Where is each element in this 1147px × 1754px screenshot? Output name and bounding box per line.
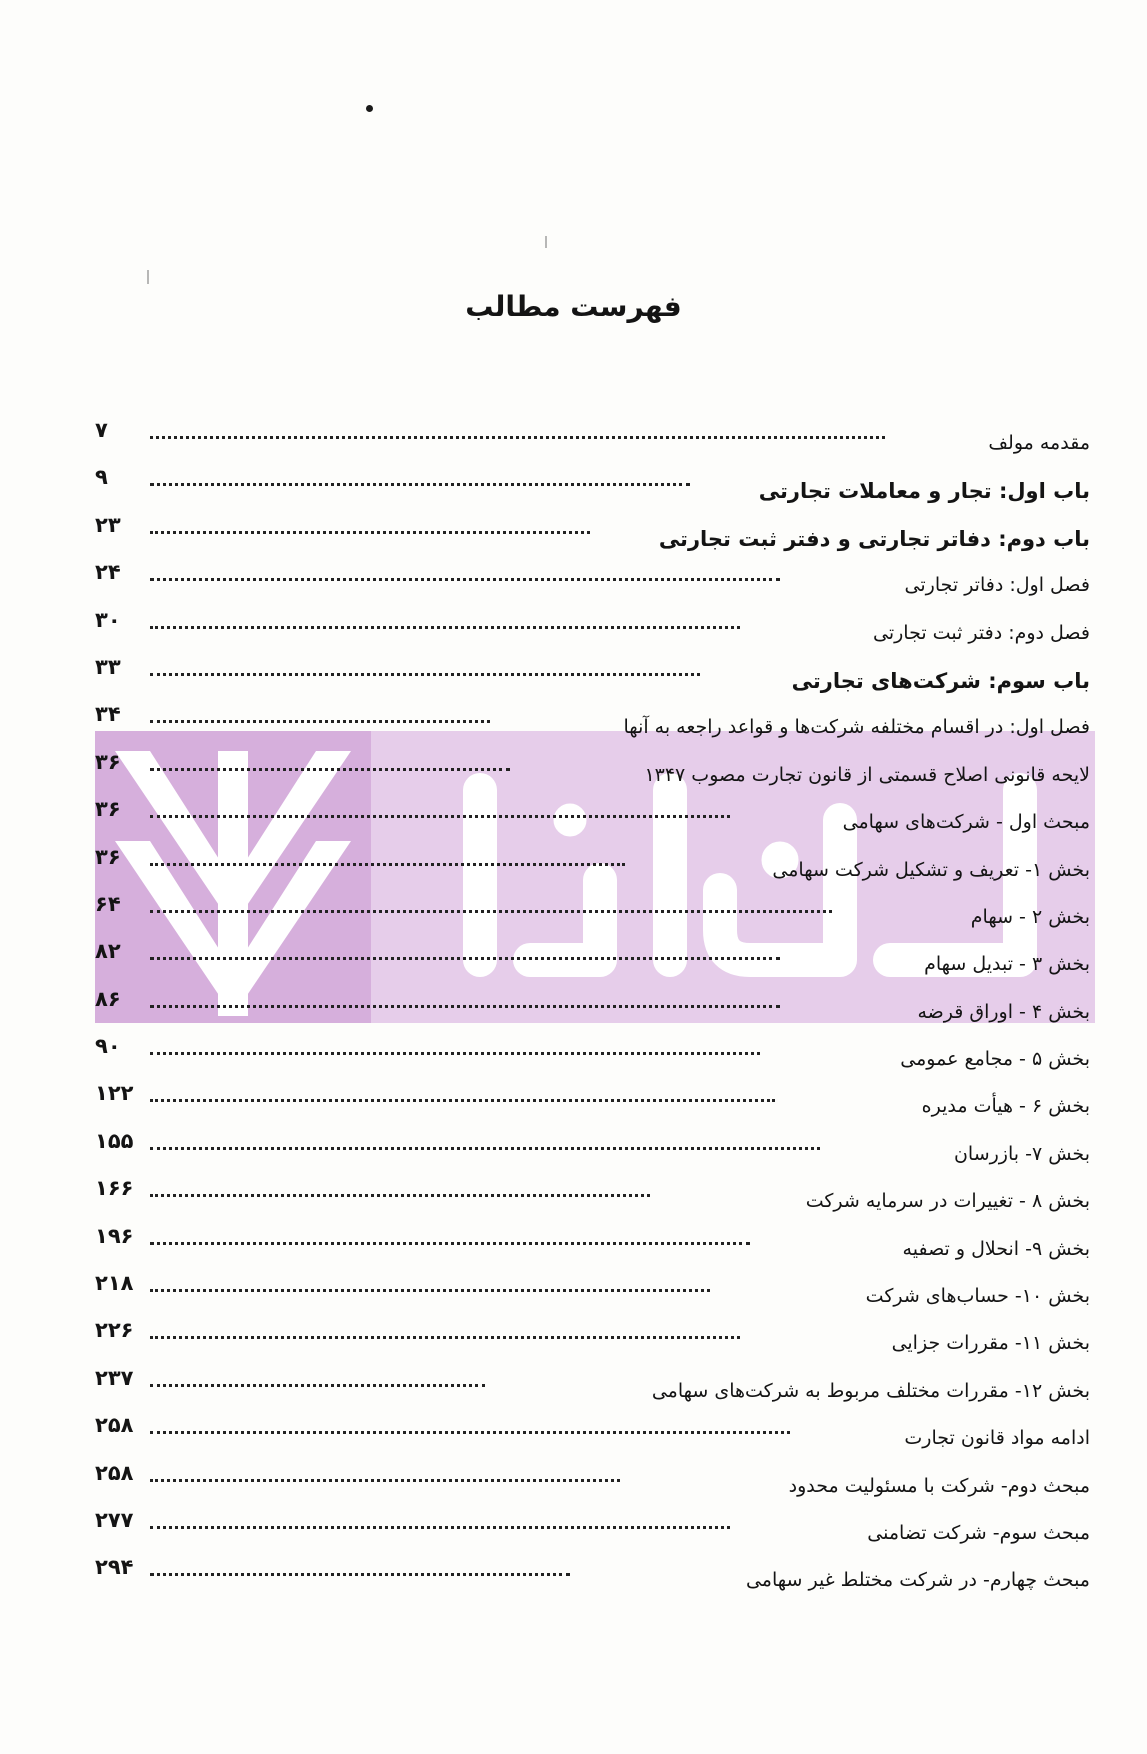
toc-page-number: ۳۶ bbox=[95, 797, 121, 822]
page-speck bbox=[545, 236, 547, 248]
toc-entry bbox=[95, 702, 1090, 749]
toc-entry bbox=[95, 939, 1090, 986]
toc-page-number: ۳۳ bbox=[95, 654, 121, 679]
toc-entry bbox=[95, 797, 1090, 844]
toc-page-number: ۱۲۲ bbox=[95, 1081, 134, 1106]
toc-page-number: ۲۳۷ bbox=[95, 1365, 134, 1390]
toc-page-number: ۸۶ bbox=[95, 986, 121, 1011]
toc-page-number: ۲۹۴ bbox=[95, 1555, 134, 1580]
toc-dot-leader bbox=[150, 1038, 760, 1055]
toc-dot-leader bbox=[150, 1322, 740, 1339]
toc-entry-title: بخش ۱۰- حساب‌های شرکت bbox=[865, 1285, 1090, 1308]
toc-dot-leader bbox=[150, 1275, 710, 1292]
toc-entry bbox=[95, 560, 1090, 607]
toc-entry bbox=[95, 1318, 1090, 1365]
toc-page-number: ۲۷۷ bbox=[95, 1507, 134, 1532]
toc-entry-title: ادامه مواد قانون تجارت bbox=[904, 1427, 1090, 1450]
toc-entry-title: بخش ۸ - تغییرات در سرمایه شرکت bbox=[805, 1190, 1090, 1213]
toc-page-number: ۲۱۸ bbox=[95, 1271, 134, 1296]
toc-dot-leader bbox=[150, 1559, 570, 1576]
toc-entry-title: بخش ۴ - اوراق قرضه bbox=[917, 1000, 1090, 1023]
toc-entry bbox=[95, 1508, 1090, 1555]
toc-entry-title: بخش ۱- تعریف و تشکیل شرکت سهامی bbox=[772, 858, 1090, 881]
toc-dot-leader bbox=[150, 754, 510, 771]
toc-dot-leader bbox=[150, 1133, 820, 1150]
toc-entry bbox=[95, 608, 1090, 655]
toc-entry-title: لایحه قانونی اصلاح قسمتی از قانون تجارت مصوب ۱۳۴۷ bbox=[644, 763, 1090, 786]
toc-entry bbox=[95, 750, 1090, 797]
toc-dot-leader bbox=[150, 1228, 750, 1245]
toc-dot-leader bbox=[150, 422, 885, 439]
toc-entry-title: فصل دوم: دفتر ثبت تجارتی bbox=[873, 621, 1090, 644]
toc-dot-leader bbox=[150, 943, 780, 960]
toc-entry bbox=[95, 1176, 1090, 1223]
toc-page-number: ۳۴ bbox=[95, 702, 121, 727]
toc-page-number: ۸۲ bbox=[95, 939, 121, 964]
toc-entry bbox=[95, 1034, 1090, 1081]
toc-page-number: ۲۳ bbox=[95, 512, 121, 537]
toc-page-number: ۳۶ bbox=[95, 749, 121, 774]
toc-dot-leader bbox=[150, 849, 625, 866]
toc-dot-leader bbox=[150, 1180, 650, 1197]
toc-entry bbox=[95, 513, 1090, 560]
toc-dot-leader bbox=[150, 564, 780, 581]
toc-page-number: ۲۵۸ bbox=[95, 1413, 134, 1438]
toc-entry bbox=[95, 418, 1090, 465]
toc-page-number: ۹۰ bbox=[95, 1034, 121, 1059]
toc-entry-title: بخش ۶ - هیأت مدیره bbox=[921, 1095, 1090, 1118]
toc-entry bbox=[95, 1271, 1090, 1318]
toc-entry-title: باب دوم: دفاتر تجارتی و دفتر ثبت تجارتی bbox=[658, 526, 1090, 551]
toc-entry bbox=[95, 1081, 1090, 1128]
toc-entry bbox=[95, 1366, 1090, 1413]
toc-page-number: ۲۵۸ bbox=[95, 1460, 134, 1485]
toc-dot-leader bbox=[150, 517, 590, 534]
page-speck bbox=[147, 270, 149, 284]
table-of-contents bbox=[95, 418, 1090, 1603]
toc-dot-leader bbox=[150, 1085, 775, 1102]
toc-entry-title: بخش ۳ - تبدیل سهام bbox=[924, 953, 1090, 976]
toc-entry-title: مقدمه مولف bbox=[988, 432, 1090, 454]
toc-entry-title: مبحث سوم- شرکت تضامنی bbox=[867, 1521, 1090, 1544]
toc-entry bbox=[95, 892, 1090, 939]
toc-page-number: ۱۵۵ bbox=[95, 1128, 134, 1153]
toc-entry bbox=[95, 845, 1090, 892]
page-title: فهرست مطالب bbox=[465, 290, 682, 323]
toc-dot-leader bbox=[150, 801, 730, 818]
toc-page-number: ۱۹۶ bbox=[95, 1223, 134, 1248]
toc-entry-title: بخش ۱۲- مقررات مختلف مربوط به شرکت‌های سهامی bbox=[651, 1379, 1090, 1402]
toc-entry bbox=[95, 655, 1090, 702]
toc-entry bbox=[95, 1129, 1090, 1176]
toc-page-number: ۱۶۶ bbox=[95, 1176, 134, 1201]
toc-page-number: ۳۰ bbox=[95, 607, 121, 632]
toc-entry-title: مبحث اول - شرکت‌های سهامی bbox=[842, 811, 1090, 834]
toc-entry-title: مبحث چهارم- در شرکت مختلط غیر سهامی bbox=[745, 1569, 1090, 1592]
toc-entry-title: فصل اول: در اقسام مختلفه شرکت‌ها و قواعد راجعه به آنها bbox=[623, 716, 1090, 739]
toc-entry bbox=[95, 1555, 1090, 1602]
toc-entry-title: بخش ۷- بازرسان bbox=[953, 1142, 1090, 1165]
toc-entry-title: بخش ۵ - مجامع عمومی bbox=[900, 1048, 1090, 1071]
toc-entry bbox=[95, 1224, 1090, 1271]
toc-entry bbox=[95, 465, 1090, 512]
toc-entry-title: بخش ۲ - سهام bbox=[970, 905, 1090, 928]
toc-page-number: ۲۲۶ bbox=[95, 1318, 134, 1343]
toc-dot-leader bbox=[150, 896, 832, 913]
toc-entry-title: باب سوم: شرکت‌های تجارتی bbox=[791, 668, 1090, 693]
toc-page-number: ۷ bbox=[95, 418, 108, 442]
toc-dot-leader bbox=[150, 1370, 485, 1387]
toc-entry-title: فصل اول: دفاتر تجارتی bbox=[904, 574, 1090, 597]
toc-dot-leader bbox=[150, 1512, 730, 1529]
toc-dot-leader bbox=[150, 659, 700, 676]
toc-dot-leader bbox=[150, 612, 740, 629]
toc-dot-leader bbox=[150, 991, 780, 1008]
ink-dot bbox=[366, 105, 373, 112]
toc-dot-leader bbox=[150, 1465, 620, 1482]
toc-entry-title: بخش ۱۱- مقررات جزایی bbox=[891, 1332, 1090, 1355]
toc-dot-leader bbox=[150, 706, 490, 723]
toc-entry bbox=[95, 1413, 1090, 1460]
toc-entry-title: بخش ۹- انحلال و تصفیه bbox=[902, 1237, 1090, 1260]
toc-entry bbox=[95, 987, 1090, 1034]
toc-dot-leader bbox=[150, 469, 690, 486]
toc-page-number: ۶۴ bbox=[95, 891, 121, 916]
toc-page-number: ۲۴ bbox=[95, 560, 121, 585]
toc-page-number: ۹ bbox=[95, 465, 108, 490]
toc-entry-title: مبحث دوم- شرکت با مسئولیت محدود bbox=[788, 1474, 1090, 1497]
toc-dot-leader bbox=[150, 1417, 790, 1434]
toc-page-number: ۳۶ bbox=[95, 844, 121, 869]
toc-entry bbox=[95, 1461, 1090, 1508]
toc-entry-title: باب اول: تجار و معاملات تجارتی bbox=[758, 479, 1090, 504]
